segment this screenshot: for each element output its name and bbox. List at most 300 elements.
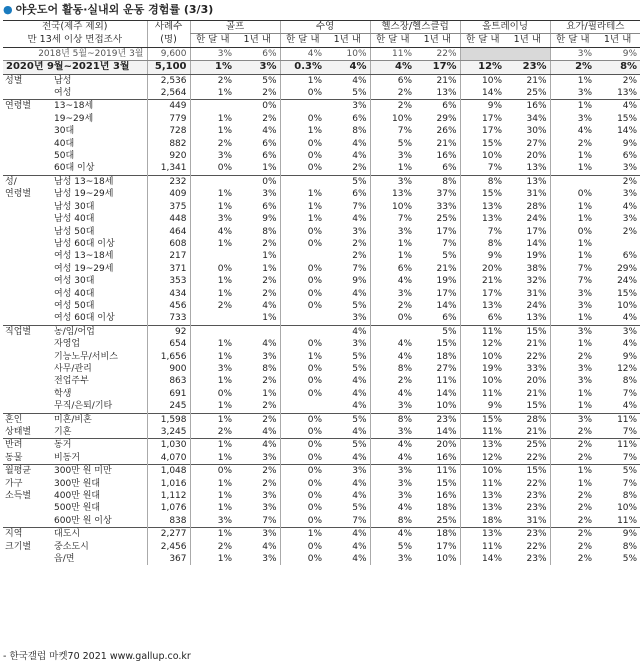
table-row [3,426,640,439]
value-cell: 37% [436,189,457,200]
value-cell: 10% [370,113,415,125]
value-cell: 0% [280,300,325,312]
row-label: 남성 30대 [54,201,95,212]
value-cell: 1% [550,213,595,225]
value-cell: 2% [262,288,277,299]
value-cell: 27% [436,363,457,374]
value-cell: 0% [280,465,325,478]
value-cell: 20% [526,376,547,387]
value-cell: 12% [617,363,638,374]
row-label: 50대 [54,151,75,162]
group-label [3,226,51,238]
value-cell: 3% [190,150,235,162]
sample-size-cell: 456 [147,300,190,312]
value-cell: 3% [370,426,415,439]
value-cell: 22% [415,47,460,60]
value-cell: 13% [460,502,505,514]
group-label [3,150,51,162]
sample-size-cell: 232 [147,175,190,188]
value-cell: 1% [370,162,415,175]
table-row [3,175,640,188]
value-cell: 18% [460,515,505,528]
value-cell: 3% [370,150,415,162]
value-cell: 0% [280,439,325,452]
value-cell: 7% [460,226,505,238]
group-label: 크기별 [5,541,32,552]
value-cell: 0% [280,263,325,275]
group-label: 지역 [3,528,51,541]
value-cell: 2% [262,238,277,249]
value-cell [460,47,505,60]
group-label [3,201,51,213]
value-cell: 23% [526,491,547,502]
value-cell: 8% [415,175,460,188]
sample-size-cell: 3,245 [147,426,190,439]
survey-table-container [3,20,640,565]
value-cell: 4% [370,528,415,541]
value-cell [280,312,325,325]
row-label: 40대 [54,138,75,149]
value-cell: 4% [325,528,370,541]
value-cell: 15% [436,478,457,489]
group-label [3,263,51,275]
header-sub-month: 한 달 내 [190,34,235,47]
value-cell: 3% [550,363,595,375]
value-cell: 2% [550,502,595,514]
value-cell: 2% [550,490,595,502]
previous-period-label: 2018년 5월~2019년 3월 [3,47,147,60]
sample-size-cell: 5,100 [147,61,190,74]
bullet-icon: ● [3,3,13,16]
value-cell: 0% [370,312,415,325]
sample-size-cell: 1,341 [147,162,190,175]
value-cell: 13% [460,528,505,541]
sample-size-cell: 434 [147,288,190,300]
sample-size-cell: 1,656 [147,351,190,363]
value-cell: 4% [352,427,367,437]
table-row [3,515,640,528]
row-label: 기혼 [54,427,72,437]
value-cell: 5% [595,465,640,478]
value-cell [370,325,415,338]
value-cell: 14% [460,553,505,565]
value-cell: 7% [370,125,415,137]
value-cell: 16% [436,452,457,463]
group-label [3,213,51,225]
row-label: 남성 13~18세 [51,175,147,188]
value-cell: 25% [526,88,547,99]
header-activity-yoga: 요가/필라테스 [550,21,640,34]
value-cell: 0% [190,263,235,275]
table-row [3,413,640,426]
value-cell: 0% [550,188,595,200]
value-cell: 1% [550,388,595,400]
row-label: 여성 40대 [54,288,95,299]
table-row [3,188,640,200]
sample-size-cell: 838 [147,515,190,528]
value-cell: 1% [190,201,235,213]
value-cell: 20% [460,263,505,275]
value-cell: 9% [595,528,640,541]
row-label: 비동거 [54,452,81,463]
value-cell: 3% [262,554,277,565]
value-cell: 1% [262,251,277,262]
value-cell: 13% [460,439,505,452]
group-label: 가구 [5,478,23,489]
value-cell: 0% [280,363,325,375]
value-cell: 2% [190,541,235,553]
value-cell: 8% [622,376,638,387]
value-cell: 4% [352,75,367,86]
table-row [3,288,640,300]
value-cell: 1% [262,163,277,174]
value-cell: 10% [460,150,505,162]
sample-size-cell: 1,030 [147,439,190,452]
table-body [3,47,640,565]
value-cell: 1% [280,528,325,541]
table-row [3,125,640,137]
value-cell: 8% [460,175,505,188]
value-cell: 0% [280,515,325,528]
value-cell: 1% [550,162,595,175]
value-cell: 0% [280,541,325,553]
value-cell: 17% [436,541,457,552]
value-cell: 11% [460,388,505,400]
row-label: 여성 30대 [54,276,95,287]
value-cell: 8% [622,491,638,502]
group-label [3,300,51,312]
group-label [3,125,51,137]
value-cell: 5% [325,413,370,426]
value-cell: 6% [352,113,367,124]
value-cell: 1% [550,465,595,478]
value-cell: 3% [595,325,640,338]
sample-size-cell: 779 [147,113,190,125]
value-cell: 0% [280,478,325,490]
table-row [3,502,640,514]
value-cell: 4% [370,439,415,452]
value-cell: 4% [235,439,280,452]
value-cell: 31% [526,288,547,299]
value-cell: 3% [352,339,367,350]
value-cell: 3% [262,351,277,362]
value-cell: 14% [436,427,457,437]
value-cell: 4% [370,275,415,287]
value-cell: 1% [280,201,325,213]
value-cell: 3% [262,503,277,514]
value-cell: 10% [617,503,638,514]
value-cell: 13% [370,188,415,200]
value-cell: 15% [526,401,547,412]
value-cell: 1% [550,400,595,413]
value-cell: 1% [550,150,595,162]
table-row [3,100,640,113]
value-cell: 0% [280,426,325,439]
value-cell: 22% [526,478,547,489]
value-cell [550,175,595,188]
sample-size-cell: 409 [147,188,190,200]
value-cell: 1% [280,188,325,200]
value-cell: 21% [526,339,547,350]
value-cell: 18% [415,528,460,541]
value-cell: 3% [325,100,370,113]
value-cell: 2% [370,300,415,312]
row-label: 사무/관리 [54,363,92,374]
value-cell: 3% [550,47,595,60]
table-row [3,400,640,413]
sample-size-cell: 375 [147,201,190,213]
value-cell: 34% [526,113,547,124]
value-cell: 6% [622,151,638,162]
value-cell: 2% [622,75,638,86]
row-label: 남성 60대 이상 [54,238,115,249]
value-cell: 2% [352,238,367,249]
value-cell: 11% [617,515,638,526]
value-cell: 5% [262,75,277,86]
value-cell: 6% [415,100,460,113]
value-cell: 7% [622,478,638,489]
value-cell: 22% [526,452,547,463]
value-cell: 1% [190,113,235,125]
group-label: 성/ [3,175,51,188]
group-label [3,515,51,528]
value-cell: 0% [280,138,325,150]
value-cell [190,175,235,188]
value-cell: 3% [550,87,595,100]
value-cell: 11% [436,376,457,387]
group-label: 연령별 [3,100,51,113]
value-cell: 4% [370,502,415,514]
value-cell [505,47,550,60]
value-cell: 18% [436,503,457,514]
value-cell: 4% [595,100,640,113]
row-label: 남성 [54,75,72,86]
value-cell: 4% [352,288,367,299]
value-cell: 28% [526,201,547,212]
header-n-2: (명) [147,34,190,47]
value-cell: 11% [595,413,640,426]
value-cell: 21% [436,75,457,86]
value-cell: 16% [436,491,457,502]
table-row [3,388,640,400]
value-cell: 25% [436,214,457,225]
value-cell: 4% [550,125,595,137]
sample-size-cell: 448 [147,213,190,225]
value-cell: 8% [460,238,505,250]
table-row [3,238,640,250]
table-row [3,439,640,452]
value-cell: 0% [280,413,325,426]
value-cell: 0% [280,553,325,565]
value-cell: 2% [550,541,595,553]
value-cell: 2% [262,401,277,412]
group-label [3,250,51,262]
row-label: 여성 19~29세 [54,263,114,274]
value-cell [280,250,325,262]
value-cell: 1% [190,528,235,541]
row-label: 300만 원 미만 [51,465,147,478]
value-cell: 11% [415,465,460,478]
value-cell: 8% [595,61,640,74]
group-label: 소득별 [5,491,32,502]
sample-size-cell: 733 [147,312,190,325]
value-cell: 11% [370,47,415,60]
value-cell: 2% [190,138,235,150]
value-cell: 28% [505,413,550,426]
value-cell: 1% [550,201,595,213]
value-cell: 1% [550,74,595,87]
survey-table [3,20,640,565]
sample-size-cell: 245 [147,400,190,413]
value-cell: 29% [617,263,638,274]
value-cell: 19% [460,363,505,375]
value-cell: 2% [370,100,415,113]
table-row [3,452,640,465]
row-label: 동거 [51,439,147,452]
value-cell: 17% [436,288,457,299]
value-cell [190,100,235,113]
value-cell: 2% [190,74,235,87]
value-cell: 0% [280,452,325,465]
value-cell: 9% [460,100,505,113]
value-cell: 1% [370,250,415,262]
value-cell: 4% [262,300,277,311]
table-row [3,263,640,275]
group-label [3,338,51,350]
header-sub-month: 한 달 내 [370,34,415,47]
value-cell: 3% [622,214,638,225]
value-cell: 1% [190,61,235,74]
value-cell: 8% [370,363,415,375]
value-cell: 8% [352,126,367,137]
value-cell: 0% [280,288,325,300]
value-cell: 22% [526,351,547,362]
value-cell: 7% [370,213,415,225]
sample-size-cell: 2,536 [147,74,190,87]
group-label [3,288,51,300]
header-activity-training: 올트레이닝 [460,21,550,34]
table-row [3,201,640,213]
value-cell: 4% [370,61,415,74]
value-cell: 4% [370,452,415,465]
row-label: 미혼/비혼 [51,413,147,426]
group-label [3,87,51,100]
value-cell: 1% [190,553,235,565]
value-cell: 3% [190,515,235,528]
table-row [3,528,640,541]
table-row [3,541,640,553]
value-cell: 8% [622,541,638,552]
value-cell: 14% [436,388,457,399]
value-cell: 1% [190,439,235,452]
value-cell: 23% [526,554,547,565]
value-cell: 0% [280,502,325,514]
sample-size-cell: 654 [147,338,190,350]
value-cell: 9% [262,214,277,225]
value-cell: 2% [550,439,595,452]
value-cell: 2% [262,478,277,489]
value-cell: 1% [190,502,235,514]
value-cell: 9% [595,47,640,60]
value-cell: 22% [526,541,547,552]
value-cell: 13% [436,88,457,99]
value-cell: 5% [622,554,638,565]
value-cell: 6% [622,251,638,262]
value-cell: 4% [352,376,367,387]
value-cell: 5% [325,439,370,452]
sample-size-cell: 728 [147,125,190,137]
value-cell: 6% [352,189,367,200]
value-cell: 3% [370,175,415,188]
sample-size-cell: 608 [147,238,190,250]
value-cell: 13% [526,163,547,174]
table-row [3,465,640,478]
sample-size-cell: 1,016 [147,478,190,490]
value-cell: 7% [460,162,505,175]
value-cell: 7% [352,201,367,212]
sample-size-cell: 367 [147,553,190,565]
total-period-label: 2020년 9월~2021년 3월 [3,61,147,74]
value-cell: 8% [370,515,415,528]
table-row [3,87,640,100]
value-cell [595,238,640,250]
header-sub-month: 한 달 내 [550,34,595,47]
sample-size-cell: 2,277 [147,528,190,541]
value-cell: 12% [460,61,505,74]
sample-size-cell: 2,456 [147,541,190,553]
value-cell: 4% [352,541,367,552]
value-cell: 7% [550,263,595,275]
value-cell: 3% [550,113,595,125]
value-cell: 3% [550,375,595,387]
row-label: 학생 [54,388,72,399]
value-cell: 21% [526,75,547,86]
value-cell: 5% [352,503,367,514]
value-cell: 7% [622,452,638,463]
value-cell: 0% [190,465,235,478]
value-cell: 3% [370,400,415,413]
row-label: 남성 50대 [54,226,95,237]
group-label: 상태별 [5,427,32,437]
value-cell: 2% [190,426,235,439]
value-cell: 30% [526,126,547,137]
value-cell: 7% [262,515,277,526]
value-cell: 0% [280,113,325,125]
table-row-previous [3,47,640,60]
sample-size-cell: 1,076 [147,502,190,514]
value-cell: 4% [352,491,367,502]
sample-size-cell: 2,564 [147,87,190,100]
value-cell: 4% [262,339,277,350]
row-label: 기능노무/서비스 [54,351,118,362]
value-cell: 0.3% [280,61,325,74]
table-row [3,113,640,125]
value-cell: 1% [190,238,235,250]
value-cell: 2% [262,88,277,99]
value-cell: 2% [550,351,595,363]
row-label: 무직/은퇴/기타 [54,401,113,412]
row-label: 여성 60대 이상 [54,313,115,324]
row-label: 13~18세 [51,100,147,113]
value-cell: 1% [190,275,235,287]
value-cell: 0% [280,226,325,238]
group-label [3,375,51,387]
value-cell: 33% [436,201,457,212]
value-cell: 2% [550,452,595,465]
value-cell: 15% [436,339,457,350]
value-cell: 4% [352,138,367,149]
value-cell: 2% [262,276,277,287]
